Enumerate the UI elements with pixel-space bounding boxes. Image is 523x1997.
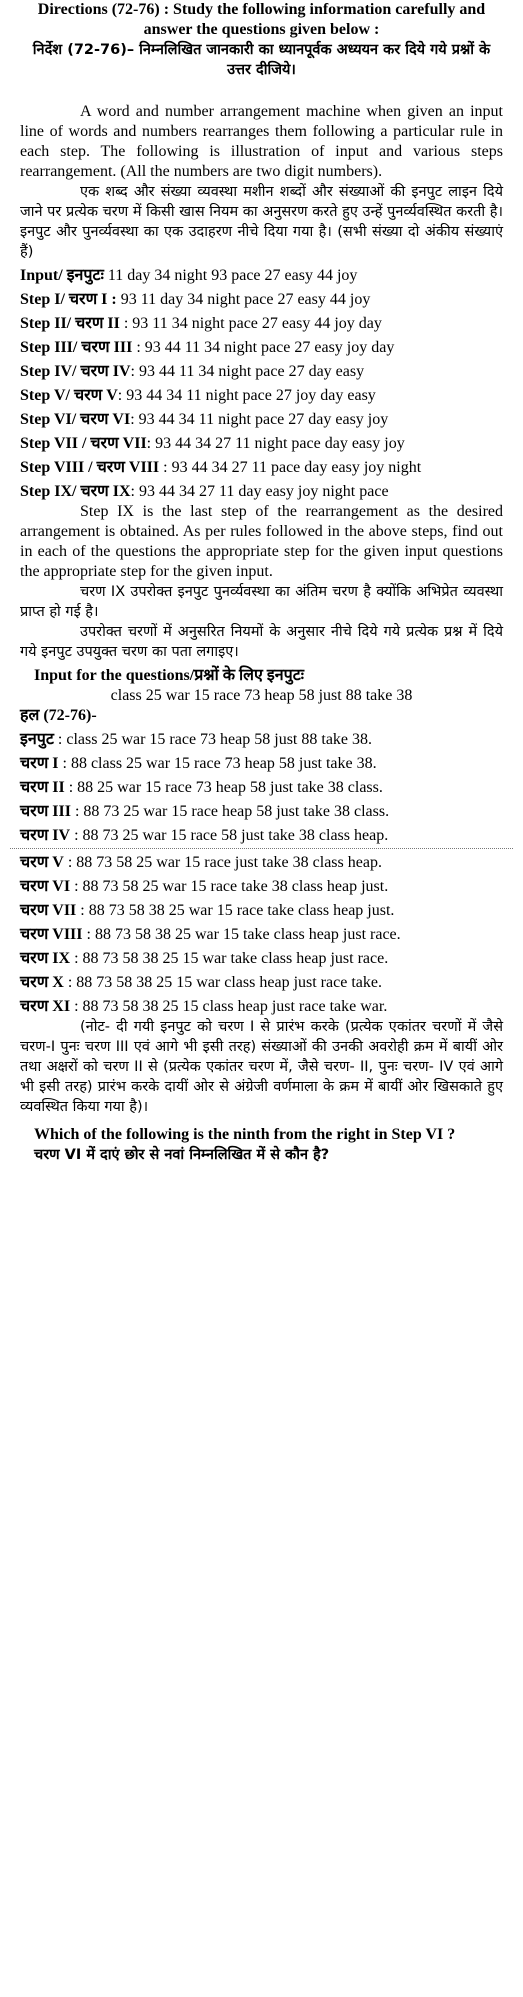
example-step: Step III/ चरण III : 93 44 11 34 night pace 27 easy joy day xyxy=(20,339,395,356)
solution-steps xyxy=(20,730,503,846)
solution-step: चरण XI : 88 73 58 38 25 15 class heap just race take war. xyxy=(20,998,388,1015)
solution-step: चरण II : 88 25 war 15 race 73 heap 58 just take 38 class. xyxy=(20,779,383,796)
solution-step: चरण V : 88 73 58 25 war 15 race just take 38 class heap. xyxy=(20,854,382,871)
solution-step: चरण VII : 88 73 58 38 25 war 15 race take class heap just. xyxy=(20,902,395,919)
explanation-en: Step IX is the last step of the rearrangement as the desired arrangement is obtained. As per rules followed in the above steps, find out in each of the questions the appropriate step for the given input questions the appropriate step for the given input. xyxy=(20,503,503,580)
solution-step: चरण IX : 88 73 58 38 25 15 war take class heap just race. xyxy=(20,950,389,967)
example-step: Step VIII / चरण VIII : 93 44 34 27 11 pace day easy joy night xyxy=(20,459,422,476)
example-step: Step V/ चरण V: 93 44 34 11 night pace 27 joy day easy xyxy=(20,387,376,404)
example-step: Step I/ चरण I : 93 11 day 34 night pace 27 easy 44 joy xyxy=(20,291,371,308)
solution-note: (नोट- दी गयी इनपुट को चरण I से प्रारंभ करके (प्रत्येक एकांतर चरणों में जैसे चरण-I पुनः चरण III एवं आगे भी इसी तरह) संख्याओं की उनकी अवरोही क्रम में बायीं ओर तथा अक्षरों को चरण II से (प्रत्येक एकांतर चरण में, जैसे चरण- II, पुनः चरण- IV एवं आगे भी इसी तरह) प्रारंभ करके दायीं ओर से अंग्रेजी वर्णमाला के क्रम में बायीं ओर खिसकाते हुए व्यवस्थित किया गया है)। xyxy=(20,1019,503,1115)
example-steps xyxy=(20,266,503,502)
question-hi: चरण VI में दाएं छोर से नवां निम्नलिखित में से कौन है? xyxy=(34,1147,330,1163)
directions-heading-hi: निर्देश (72-76)– निम्नलिखित जानकारी का ध्यानपूर्वक अध्ययन कर दिये गये प्रश्नों के उत्तर दीजिये। xyxy=(32,42,491,78)
solution-step: चरण III : 88 73 25 war 15 race heap 58 just take 38 class. xyxy=(20,803,390,820)
solution-step: चरण IV : 88 73 25 war 15 race 58 just take 38 class heap. xyxy=(20,827,389,844)
question-input-label: Input for the questions/प्रश्नों के लिए इनपुटः xyxy=(34,667,304,684)
example-step: Step VII / चरण VII: 93 44 34 27 11 night pace day easy joy xyxy=(20,435,405,452)
solution-step: चरण X : 88 73 58 38 25 15 war class heap just race take. xyxy=(20,974,382,991)
solution-heading: हल (72-76)- xyxy=(20,707,97,724)
example-step: Step VI/ चरण VI: 93 44 34 11 night pace 27 day easy joy xyxy=(20,411,389,428)
solution-step: चरण VIII : 88 73 58 38 25 war 15 take class heap just race. xyxy=(20,926,401,943)
solution-step: चरण I : 88 class 25 war 15 race 73 heap 58 just take 38. xyxy=(20,755,377,772)
directions-heading-en: Directions (72-76) : Study the following information carefully and answer the questions given below : xyxy=(37,1,486,38)
question-en: Which of the following is the ninth from the right in Step VI ? xyxy=(34,1126,456,1143)
example-step: Step IV/ चरण IV: 93 44 11 34 night pace 27 day easy xyxy=(20,363,365,380)
solution-step: चरण VI : 88 73 58 25 war 15 race take 38 class heap just. xyxy=(20,878,389,895)
column-divider xyxy=(10,848,513,849)
example-step: Step IX/ चरण IX: 93 44 34 27 11 day easy joy night pace xyxy=(20,483,389,500)
explanation-hi-2: उपरोक्त चरणों में अनुसरित नियमों के अनुसार नीचे दिये गये प्रत्येक प्रश्न में दिये गये इनपुट उपयुक्त चरण का पता लगाइए। xyxy=(20,624,503,660)
example-step: Input/ इनपुटः 11 day 34 night 93 pace 27 easy 44 joy xyxy=(20,267,358,284)
question-input-value: class 25 war 15 race 73 heap 58 just 88 take 38 xyxy=(110,687,413,704)
example-step: Step II/ चरण II : 93 11 34 night pace 27 easy 44 joy day xyxy=(20,315,382,332)
intro-paragraph-hi: एक शब्द और संख्या व्यवस्था मशीन शब्दों और संख्याओं की इनपुट लाइन दिये जाने पर प्रत्येक चरण में किसी खास नियम का अनुसरण करते हुए उन्हें पुनर्व्यवस्थित करती है। इनपुट और पुनर्व्यवस्था का एक उदाहरण नीचे दिया गया है। (सभी संख्या दो अंकीय संख्याएं हैं) xyxy=(20,184,503,260)
solution-step: इनपुट : class 25 war 15 race 73 heap 58 just 88 take 38. xyxy=(20,731,373,748)
intro-paragraph-en: A word and number arrangement machine when given an input line of words and numbers rearranges them following a particular rule in each step. The following is illustration of input and various steps rearrangement. (All the numbers are two digit numbers). xyxy=(20,103,503,180)
solution-steps-continued xyxy=(20,853,503,1017)
explanation-hi-1: चरण IX उपरोक्त इनपुट पुनर्व्यवस्था का अंतिम चरण है क्योंकि अभिप्रेत व्यवस्था प्राप्त हो गई है। xyxy=(20,584,503,620)
